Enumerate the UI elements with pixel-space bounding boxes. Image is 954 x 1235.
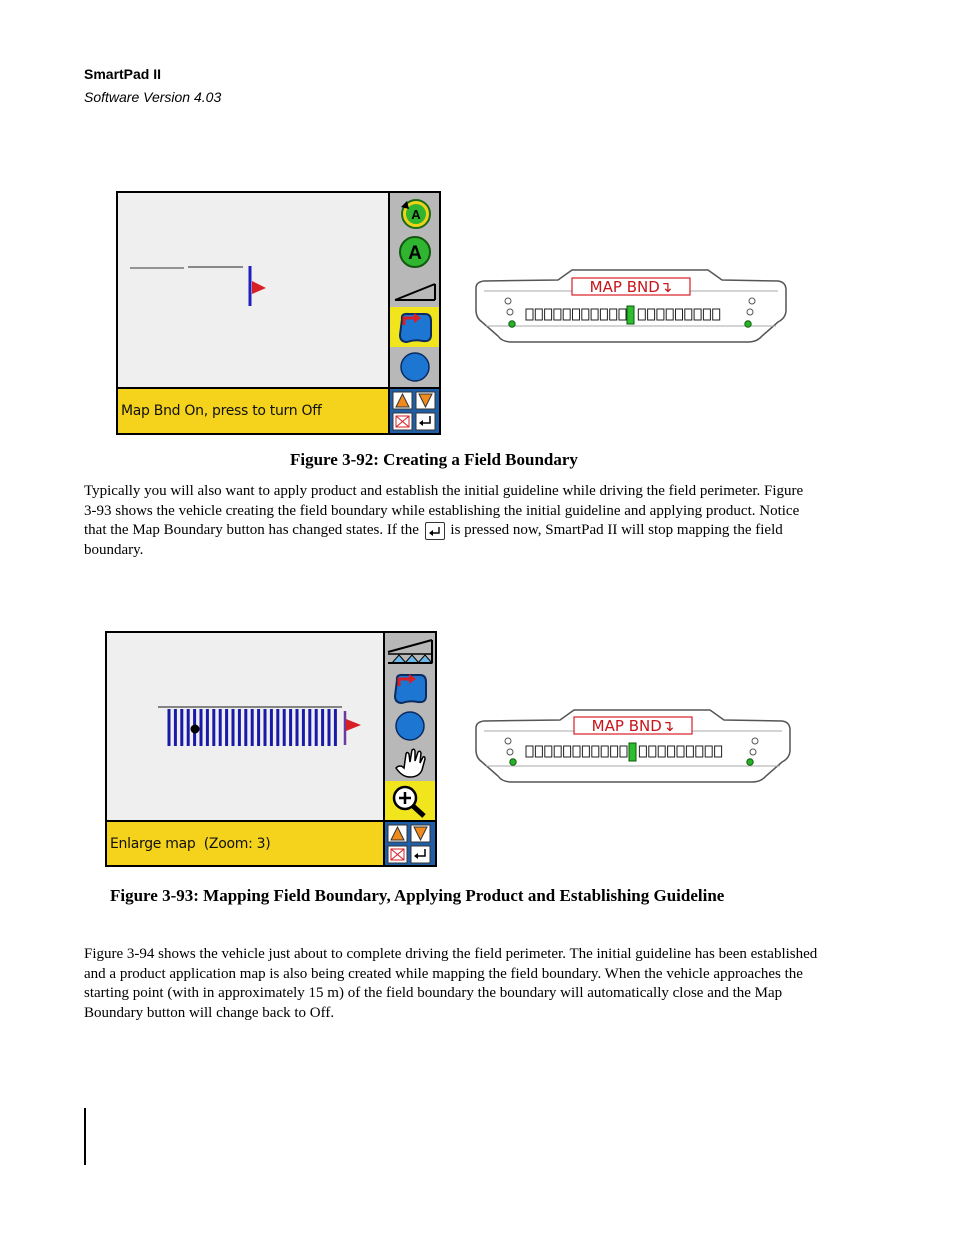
- lightbar-cell: [638, 309, 645, 320]
- lightbar-label: MAP BND↴: [591, 717, 675, 735]
- circle-icon[interactable]: [385, 707, 435, 745]
- lightbar-cell: [591, 309, 598, 320]
- button-rail: [383, 633, 435, 820]
- lightbar-93: [472, 706, 794, 786]
- lightbar-cell: [526, 746, 533, 757]
- a-point-icon[interactable]: [390, 232, 439, 271]
- svg-text:A: A: [407, 242, 422, 264]
- lightbar-cell: [554, 746, 561, 757]
- lightbar-cell: [696, 746, 703, 757]
- lightbar-cell: [545, 309, 552, 320]
- lightbar-cell: [601, 746, 608, 757]
- map-view: [118, 193, 388, 387]
- circle-icon[interactable]: [390, 347, 439, 387]
- keypad: [388, 387, 439, 433]
- status-bar: Map Bnd On, press to turn Off: [118, 387, 388, 433]
- lightbar-cell: [592, 746, 599, 757]
- lightbar-92: [472, 266, 790, 346]
- implement-icon[interactable]: [390, 271, 439, 307]
- lightbar-cell: [582, 309, 589, 320]
- change-bar: [84, 1108, 86, 1165]
- boom-icon[interactable]: [385, 633, 435, 669]
- zoom-in-icon[interactable]: [385, 781, 435, 820]
- figure-92-screen: [116, 191, 441, 435]
- lightbar-cell: [535, 746, 542, 757]
- enter-key-icon: [425, 522, 445, 540]
- coverage-map: [107, 633, 383, 820]
- lightbar-cell: [658, 746, 665, 757]
- lightbar-cell: [685, 309, 692, 320]
- lightbar-cell: [554, 309, 561, 320]
- lightbar-cell: [582, 746, 589, 757]
- paragraph-1-text-end: is pressed now, SmartPad II will stop mapping the field boundary.: [84, 522, 783, 558]
- svg-text:A: A: [410, 206, 421, 222]
- lightbar-cell: [620, 746, 627, 757]
- lightbar-cell: [649, 746, 656, 757]
- paragraph-2: [84, 945, 819, 1023]
- lightbar-cell: [694, 309, 701, 320]
- vehicle-icon: [346, 719, 361, 731]
- lightbar-cell: [676, 309, 683, 320]
- lightbar-cell: [535, 309, 542, 320]
- lightbar-cell: [677, 746, 684, 757]
- map-view: [107, 633, 383, 820]
- lightbar-label: MAP BND↴: [589, 278, 673, 296]
- set-a-icon[interactable]: [390, 193, 439, 232]
- keypad: [383, 820, 435, 865]
- lightbar-cell: [648, 309, 655, 320]
- figure-92-caption: Figure 3-92: Creating a Field Boundary: [290, 450, 578, 469]
- status-bar: Enlarge map (Zoom: 3): [107, 820, 383, 865]
- lightbar-cell: [686, 746, 693, 757]
- paragraph-1: [84, 482, 819, 560]
- lightbar-cell: [611, 746, 618, 757]
- header-title: SmartPad II: [84, 66, 162, 82]
- hand-icon[interactable]: [385, 745, 435, 781]
- start-point: [191, 725, 200, 734]
- header-subtitle: Software Version 4.03: [84, 89, 222, 105]
- paragraph-1-text: Typically you will also want to apply product and establish the initial guideline while driving the field perimeter. Figure 3-93 shows the vehicle creating the field boundary while establishing the initial guideline and applying product. Notice that the Map Boundary button has changed states. If the: [84, 483, 804, 538]
- map-boundary-icon[interactable]: [385, 669, 435, 707]
- lightbar-cell: [639, 746, 646, 757]
- lightbar-cell: [705, 746, 712, 757]
- lightbar-cell: [573, 309, 580, 320]
- vehicle-icon: [252, 281, 266, 294]
- lightbar-cell: [666, 309, 673, 320]
- lightbar-cell: [715, 746, 722, 757]
- map-boundary-icon[interactable]: [390, 307, 439, 347]
- lightbar-cell: [545, 746, 552, 757]
- lightbar-cell: [573, 746, 580, 757]
- lightbar-cell: [610, 309, 617, 320]
- lightbar-cell: [619, 309, 626, 320]
- lightbar-cell: [564, 746, 571, 757]
- lightbar-cell: [600, 309, 607, 320]
- boundary-path: [118, 193, 388, 387]
- lightbar-cell: [668, 746, 675, 757]
- lightbar-cell: [563, 309, 570, 320]
- lightbar-cell: [657, 309, 664, 320]
- lightbar-cell: [713, 309, 720, 320]
- lightbar-cell: [526, 309, 533, 320]
- paragraph-2-text: Figure 3-94 shows the vehicle just about to complete driving the field perimeter. The initial guideline has been established and a product application map is also being created while mapping the field boundary. When the vehicle approaches the starting point (with in approximately 15 m) of the field boundary the boundary will automatically close and the Map Boundary button will change back to Off.: [84, 946, 818, 1021]
- button-rail: [388, 193, 439, 387]
- lightbar-cell: [703, 309, 710, 320]
- figure-93-caption: Figure 3-93: Mapping Field Boundary, Applying Product and Establishing Guideline: [110, 886, 725, 905]
- figure-93-screen: [105, 631, 437, 867]
